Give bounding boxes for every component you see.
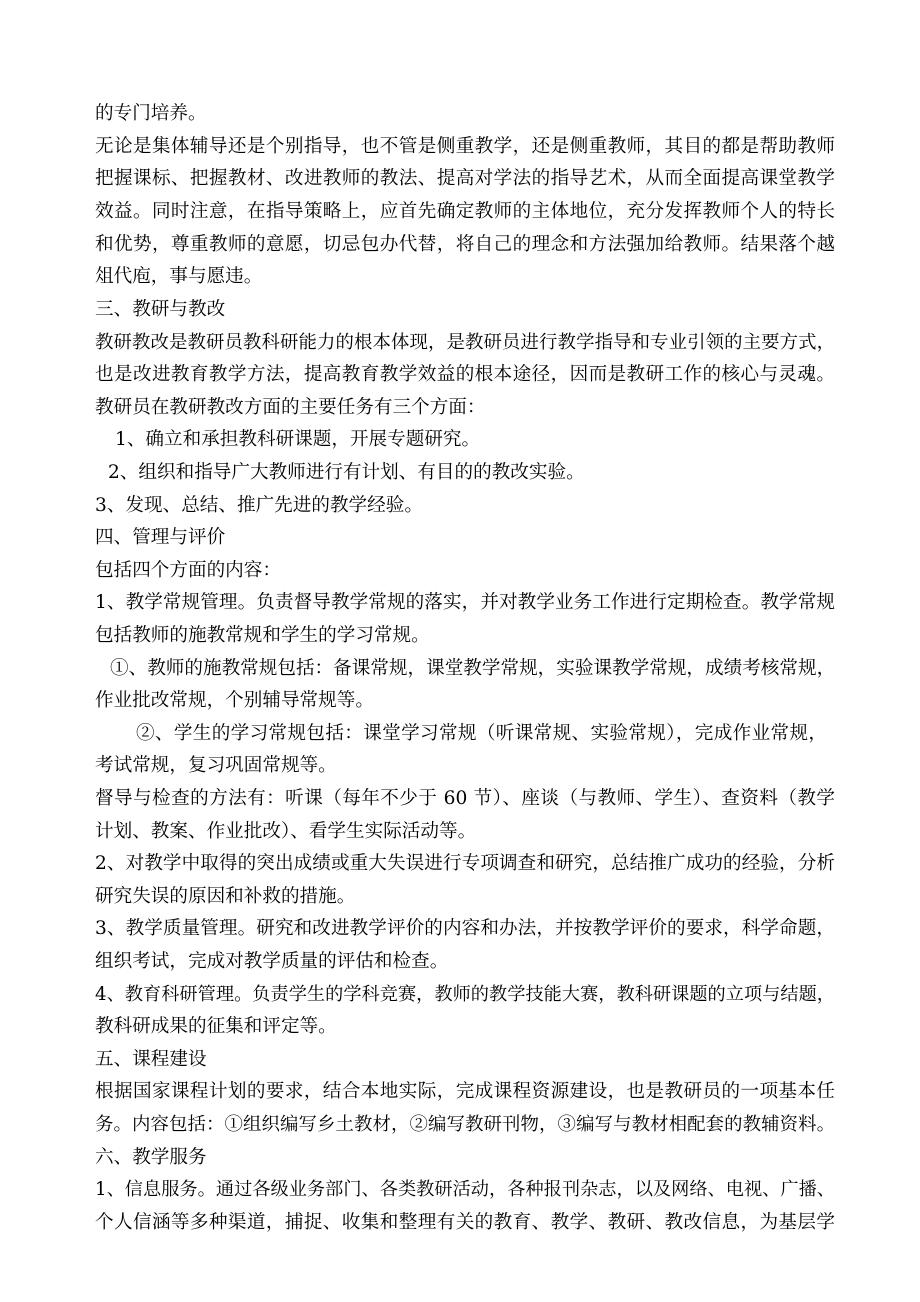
text-line: 包括教师的施教常规和学生的学习常规。 bbox=[95, 625, 430, 646]
text-line: 效益。同时注意，在指导策略上，应首先确定教师的主体地位，充分发挥教师个人的特长 bbox=[95, 201, 835, 222]
text-line: 组织考试，完成对教学质量的评估和检查。 bbox=[95, 951, 449, 972]
list-item: ①、教师的施教常规包括：备课常规，课堂教学常规，实验课教学常规，成绩考核常规， bbox=[110, 658, 836, 679]
text-line: 教研教改是教研员教科研能力的根本体现，是教研员进行教学指导和专业引领的主要方式， bbox=[95, 332, 835, 353]
section-heading: 五、课程建设 bbox=[95, 1049, 207, 1070]
text-line: 俎代庖，事与愿违。 bbox=[95, 266, 263, 287]
section-heading: 六、教学服务 bbox=[95, 1147, 207, 1168]
text-line: 的专门培养。 bbox=[95, 103, 207, 124]
text-line: 根据国家课程计划的要求，结合本地实际，完成课程资源建设，也是教研员的一项基本任 bbox=[95, 1081, 835, 1102]
list-item: 3、发现、总结、推广先进的教学经验。 bbox=[95, 495, 423, 516]
text-line: 也是改进教育教学方法，提高教育教学效益的根本途径，因而是教研工作的核心与灵魂。 bbox=[95, 364, 835, 385]
list-item: 2、对教学中取得的突出成绩或重大失误进行专项调查和研究，总结推广成功的经验，分析 bbox=[95, 853, 835, 874]
list-item: 1、确立和承担教科研课题，开展专题研究。 bbox=[115, 429, 481, 450]
text-line: 督导与检查的方法有：听课（每年不少于 60 节）、座谈（与教师、学生）、查资料（教学 bbox=[95, 788, 835, 809]
text-line: 教研员在教研教改方面的主要任务有三个方面： bbox=[95, 397, 486, 418]
text-line: 研究失误的原因和补救的措施。 bbox=[95, 886, 356, 907]
list-item: 1、信息服务。通过各级业务部门、各类教研活动，各种报刊杂志，以及网络、电视、广播、 bbox=[95, 1179, 835, 1200]
text-line: 包括四个方面的内容： bbox=[95, 560, 281, 581]
text-line: 把握课标、把握教材、改进教师的教法、提高对学法的指导艺术，从而全面提高课堂教学 bbox=[95, 168, 835, 189]
list-item: ②、学生的学习常规包括：课堂学习常规（听课常规、实验常规），完成作业常规， bbox=[136, 723, 827, 744]
list-item: 3、教学质量管理。研究和改进教学评价的内容和办法，并按教学评价的要求，科学命题， bbox=[95, 918, 835, 939]
section-heading: 四、管理与评价 bbox=[95, 527, 226, 548]
text-line: 教科研成果的征集和评定等。 bbox=[95, 1016, 337, 1037]
text-line: 和优势，尊重教师的意愿，切忌包办代替，将自己的理念和方法强加给教师。结果落个越 bbox=[95, 234, 835, 255]
text-line: 计划、教案、作业批改）、看学生实际活动等。 bbox=[95, 821, 477, 842]
text-line: 无论是集体辅导还是个别指导，也不管是侧重教学，还是侧重教师，其目的都是帮助教师 bbox=[95, 136, 835, 157]
list-item: 1、教学常规管理。负责督导教学常规的落实，并对教学业务工作进行定期检查。教学常规 bbox=[95, 592, 835, 613]
text-line: 务。内容包括：①组织编写乡土教材，②编写教研刊物，③编写与教材相配套的教辅资料。 bbox=[95, 1114, 835, 1135]
text-line: 考试常规，复习巩固常规等。 bbox=[95, 755, 337, 776]
section-heading: 三、教研与教改 bbox=[95, 299, 226, 320]
text-line: 作业批改常规，个别辅导常规等。 bbox=[95, 690, 374, 711]
list-item: 4、教育科研管理。负责学生的学科竞赛，教师的教学技能大赛，教科研课题的立项与结题， bbox=[95, 984, 835, 1005]
list-item: 2、组织和指导广大教师进行有计划、有目的的教改实验。 bbox=[108, 462, 585, 483]
text-line: 个人信涵等多种渠道，捕捉、收集和整理有关的教育、教学、教研、教改信息，为基层学 bbox=[95, 1212, 835, 1233]
